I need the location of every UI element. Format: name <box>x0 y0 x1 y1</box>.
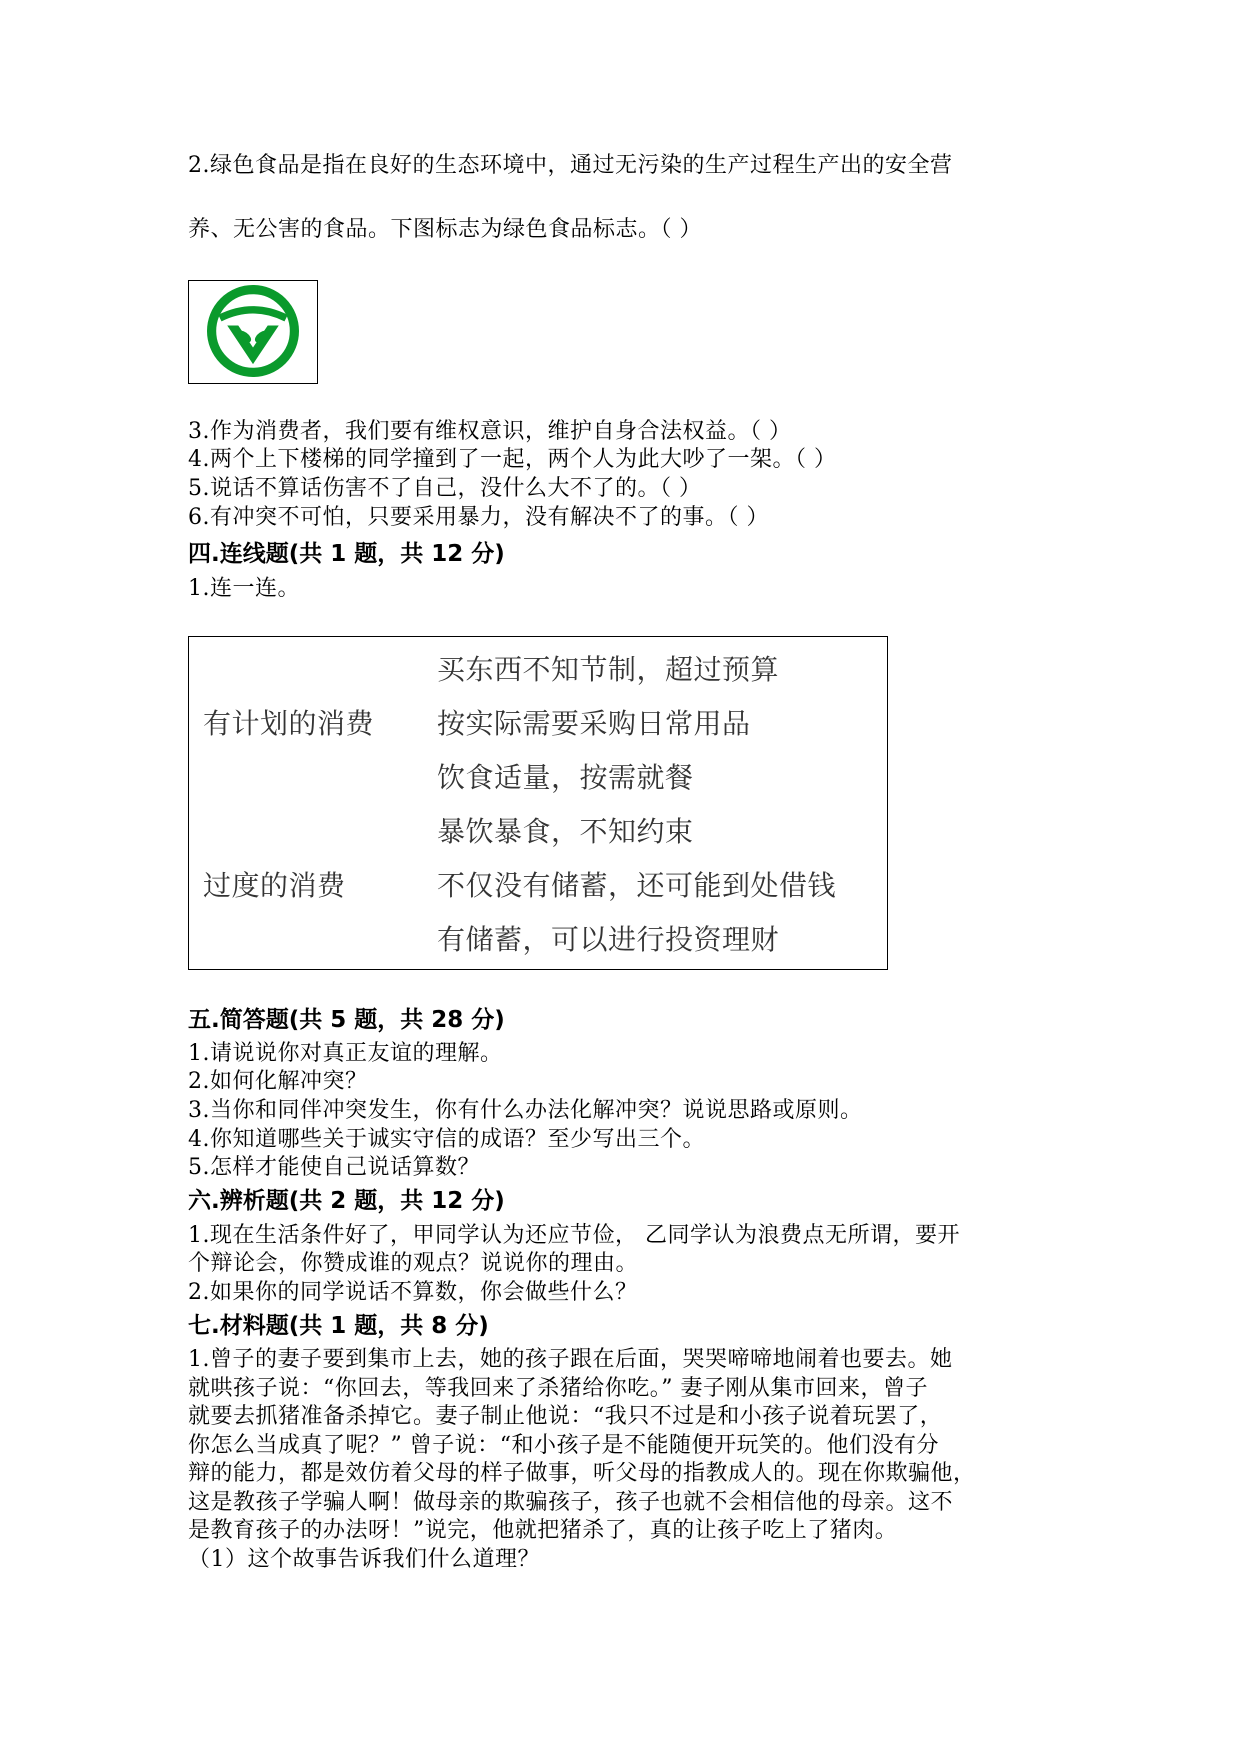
right-item-6[interactable]: 有储蓄，可以进行投资理财 <box>437 923 780 956</box>
matching-table <box>188 636 888 970</box>
section-7-line: 这是教孩子学骗人啊！做母亲的欺骗孩子，孩子也就不会相信他的母亲。这不 <box>188 1490 954 1515</box>
section-5-question: 3.当你和同伴冲突发生，你有什么办法化解冲突？说说思路或原则。 <box>188 1098 863 1123</box>
section-7-line: 就要去抓猪准备杀掉它。妻子制止他说：“我只不过是和小孩子说着玩罢了， <box>188 1404 943 1429</box>
green-food-logo-frame <box>188 280 318 384</box>
section-6-line: 2.如果你的同学说话不算数，你会做些什么？ <box>188 1280 638 1305</box>
question-6: 6.有冲突不可怕，只要采用暴力，没有解决不了的事。（ ） <box>188 505 769 530</box>
section-7-line: 是教育孩子的办法呀！”说完，他就把猪杀了，真的让孩子吃上了猪肉。 <box>188 1518 898 1543</box>
left-item-planned-consumption[interactable]: 有计划的消费 <box>203 707 375 740</box>
section-4-title: 四.连线题(共 1 题，共 12 分) <box>188 541 505 567</box>
section-5-question: 4.你知道哪些关于诚实守信的成语？至少写出三个。 <box>188 1127 705 1152</box>
section-6-line: 个辩论会，你赞成谁的观点？说说你的理由。 <box>188 1251 639 1276</box>
question-2-line-2: 养、无公害的食品。下图标志为绿色食品标志。（ ） <box>188 217 702 242</box>
right-item-2[interactable]: 按实际需要采购日常用品 <box>437 707 751 740</box>
question-2-line-1: 2.绿色食品是指在良好的生态环境中，通过无污染的生产过程生产出的安全营 <box>188 153 953 178</box>
section-6-title: 六.辨析题(共 2 题，共 12 分) <box>188 1188 505 1214</box>
question-5: 5.说话不算话伤害不了自己，没什么大不了的。（ ） <box>188 476 702 501</box>
green-food-logo-icon <box>207 285 299 377</box>
section-5-title: 五.简答题(共 5 题，共 28 分) <box>188 1007 505 1033</box>
section-7-line: 你怎么当成真了呢？” 曾子说：“和小孩子是不能随便开玩笑的。他们没有分 <box>188 1433 939 1458</box>
section-7-line: 辩的能力，都是效仿着父母的样子做事，听父母的指教成人的。现在你欺骗他， <box>188 1461 976 1486</box>
section-7-line: 1.曾子的妻子要到集市上去，她的孩子跟在后面，哭哭啼啼地闹着也要去。她 <box>188 1347 953 1372</box>
section-5-question: 5.怎样才能使自己说话算数？ <box>188 1155 480 1180</box>
right-item-5[interactable]: 不仅没有储蓄，还可能到处借钱 <box>437 869 837 902</box>
right-item-3[interactable]: 饮食适量，按需就餐 <box>437 761 694 794</box>
section-4-question-1: 1.连一连。 <box>188 576 300 601</box>
left-item-excessive-consumption[interactable]: 过度的消费 <box>203 869 346 902</box>
right-item-1[interactable]: 买东西不知节制，超过预算 <box>437 653 780 686</box>
section-7-title: 七.材料题(共 1 题，共 8 分) <box>188 1313 489 1339</box>
question-3: 3.作为消费者，我们要有维权意识，维护自身合法权益。（ ） <box>188 419 792 444</box>
section-7-subquestion: （1）这个故事告诉我们什么道理？ <box>188 1547 540 1572</box>
section-6-line: 1.现在生活条件好了，甲同学认为还应节俭， 乙同学认为浪费点无所谓，要开 <box>188 1223 960 1248</box>
question-4: 4.两个上下楼梯的同学撞到了一起，两个人为此大吵了一架。（ ） <box>188 447 837 472</box>
right-item-4[interactable]: 暴饮暴食，不知约束 <box>437 815 694 848</box>
section-5-question: 1.请说说你对真正友谊的理解。 <box>188 1041 503 1066</box>
section-5-question: 2.如何化解冲突？ <box>188 1069 368 1094</box>
section-7-line: 就哄孩子说：“你回去，等我回来了杀猪给你吃。” 妻子刚从集市回来，曾子 <box>188 1376 928 1401</box>
